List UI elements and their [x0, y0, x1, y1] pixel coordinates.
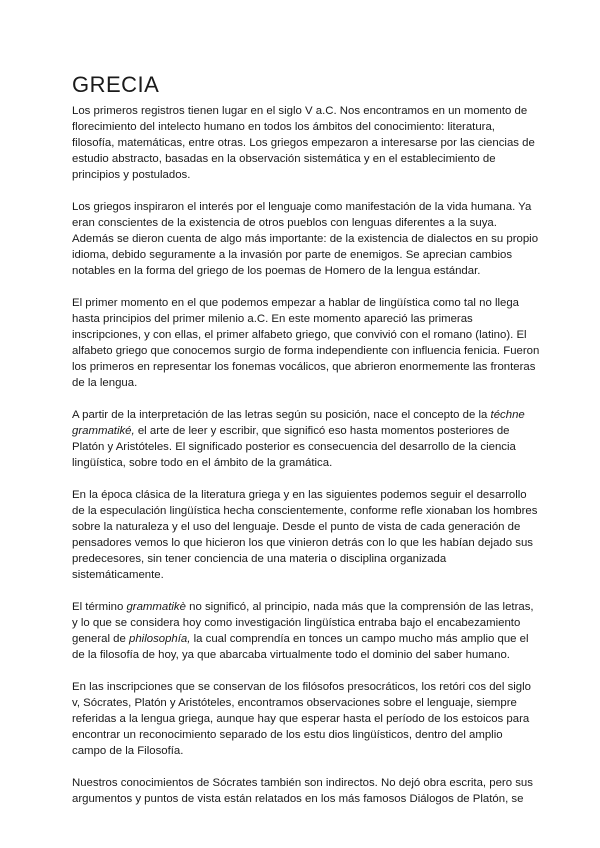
- line-text: Además se dieron cuenta de algo más importante: de la existencia de dialectos en su propio: [72, 233, 539, 245]
- line-text: A partir de la interpretación de las letras según su posición, nace el concepto de la: [72, 409, 491, 421]
- text-line: [72, 327, 532, 343]
- line-text: Nuestros conocimientos de Sócrates también son indirectos. No dejó obra escrita, pero sus: [72, 777, 533, 789]
- line-text: sobre la naturaleza y el uso del lenguaje. Desde el punto de vista de cada generación de: [72, 521, 521, 533]
- line-text: estudio abstracto, basadas en la observación sistemática y en el establecimiento de: [72, 153, 496, 165]
- text-line: [72, 359, 536, 375]
- line-text: florecimiento del intelecto humano en todos los ámbitos del conocimiento: literatura,: [72, 121, 495, 133]
- text-line: [72, 695, 532, 711]
- text-line: [72, 743, 532, 759]
- line-text: general de: [72, 633, 129, 645]
- line-text: y lo que se considera hoy como investigación lingüística entraba bajo el encabezamiento: [72, 617, 521, 629]
- text-line: [72, 407, 532, 423]
- line-text: sistemáticamente.: [72, 569, 164, 581]
- text-line: [72, 135, 535, 151]
- text-line: [72, 151, 532, 167]
- text-line: [72, 199, 532, 215]
- paragraph: [72, 407, 532, 471]
- italic-term: téchne: [490, 409, 525, 421]
- text-line: [72, 263, 532, 279]
- text-line: [72, 423, 532, 439]
- line-text: alfabeto griego que conocemos surgio de forma independiente con influencia fenicia. Fueron: [72, 345, 540, 357]
- line-text: los primeros en representar los fonemas vocálicos, que abrieron enormemente las fronteras: [72, 361, 536, 373]
- line-text: predecesores, sin tener conciencia de una materia o disciplina organizada: [72, 553, 447, 565]
- text-line: [72, 103, 532, 119]
- text-line: [72, 551, 532, 567]
- text-line: [72, 343, 540, 359]
- line-text: eran conscientes de la existencia de otros pueblos con lenguas diferentes a la suya.: [72, 217, 497, 229]
- line-text: filosofía, matemáticas, entre otras. Los griegos empezaron a interesarse por las ciencias de: [72, 137, 535, 149]
- italic-term: philosophía,: [129, 633, 191, 645]
- line-text: encontrar un reconocimiento separado de los estu dios lingüísticos, dentro del amplio: [72, 729, 503, 741]
- text-line: [72, 215, 532, 231]
- text-line: [72, 311, 532, 327]
- document-body: [72, 103, 540, 823]
- text-line: [72, 455, 532, 471]
- text-line: [72, 567, 532, 583]
- paragraph: [72, 599, 532, 663]
- paragraph: [72, 775, 532, 807]
- text-line: [72, 119, 532, 135]
- line-text: lingüística, sobre todo en el ámbito de la gramática.: [72, 457, 333, 469]
- text-line: [72, 647, 532, 663]
- line-text: argumentos y puntos de vista están relatados en los más famosos Diálogos de Platón, se: [72, 793, 524, 805]
- line-text: de la lengua.: [72, 377, 138, 389]
- line-text: Platón y Aristóteles. El significado posterior es consecuencia del desarrollo de la ciencia: [72, 441, 516, 453]
- line-text: campo de la Filosofía.: [72, 745, 184, 757]
- text-line: [72, 439, 532, 455]
- text-line: [72, 775, 532, 791]
- text-line: [72, 167, 532, 183]
- italic-term: grammatikè: [126, 601, 186, 613]
- line-text: idioma, debido seguramente a la invasión por parte de enemigos. Se aprecian cambios: [72, 249, 513, 261]
- paragraph: [72, 295, 540, 391]
- line-text: no significó, al principio, nada más que la comprensión de las letras,: [185, 601, 534, 613]
- text-line: [72, 791, 532, 807]
- line-text: En la época clásica de la literatura griega y en las siguientes podemos seguir el desarrollo: [72, 489, 527, 501]
- text-line: [72, 487, 532, 503]
- line-text: v, Sócrates, Platón y Aristóteles, encontramos observaciones sobre el lenguaje, siempre: [72, 697, 517, 709]
- text-line: [72, 503, 538, 519]
- text-line: [72, 631, 532, 647]
- text-line: [72, 599, 532, 615]
- text-line: [72, 519, 532, 535]
- line-text: hasta principios del primer milenio a.C. En este momento apareció las primeras: [72, 313, 473, 325]
- line-text: Los griegos inspiraron el interés por el lenguaje como manifestación de la vida humana. Ya: [72, 201, 532, 213]
- paragraph: [72, 199, 539, 279]
- paragraph: [72, 103, 535, 183]
- text-line: [72, 727, 532, 743]
- line-text: referidas a la lengua griega, aunque hay que esperar hasta el período de los estoicos para: [72, 713, 530, 725]
- text-line: [72, 247, 532, 263]
- text-line: [72, 231, 539, 247]
- line-text: notables en la forma del griego de los poemas de Homero de la lengua estándar.: [72, 265, 481, 277]
- line-text: El primer momento en el que podemos empezar a hablar de lingüística como tal no llega: [72, 297, 520, 309]
- paragraph: [72, 679, 532, 759]
- line-text: inscripciones, y con ellas, el primer alfabeto griego, que convivió con el romano (latino). El: [72, 329, 527, 341]
- line-text: de la filosofía de hoy, ya que abarcaba virtualmente todo el dominio del saber humano.: [72, 649, 510, 661]
- line-text: principios y postulados.: [72, 169, 191, 181]
- line-text: Los primeros registros tienen lugar en el siglo V a.C. Nos encontramos en un momento de: [72, 105, 528, 117]
- line-text: pensadores vemos lo que hicieron los que vinieron detrás con lo que les habían dejado sus: [72, 537, 533, 549]
- page-title: GRECIA: [72, 72, 160, 97]
- text-line: [72, 375, 532, 391]
- line-text: de la especulación lingüística hecha conscientemente, conforme refle xionaban los hombres: [72, 505, 538, 517]
- text-line: [72, 711, 532, 727]
- text-line: [72, 679, 532, 695]
- text-line: [72, 295, 532, 311]
- text-line: [72, 615, 532, 631]
- paragraph: [72, 487, 538, 583]
- line-text: la cual comprendía en tonces un campo mucho más amplio que el: [190, 633, 529, 645]
- line-text: El término: [72, 601, 127, 613]
- line-text: En las inscripciones que se conservan de los filósofos presocráticos, los retóri cos del siglo: [72, 681, 532, 693]
- italic-term: grammatiké,: [72, 425, 135, 437]
- text-line: [72, 535, 532, 551]
- line-text: el arte de leer y escribir, que significó eso hasta momentos posteriores de: [134, 425, 510, 437]
